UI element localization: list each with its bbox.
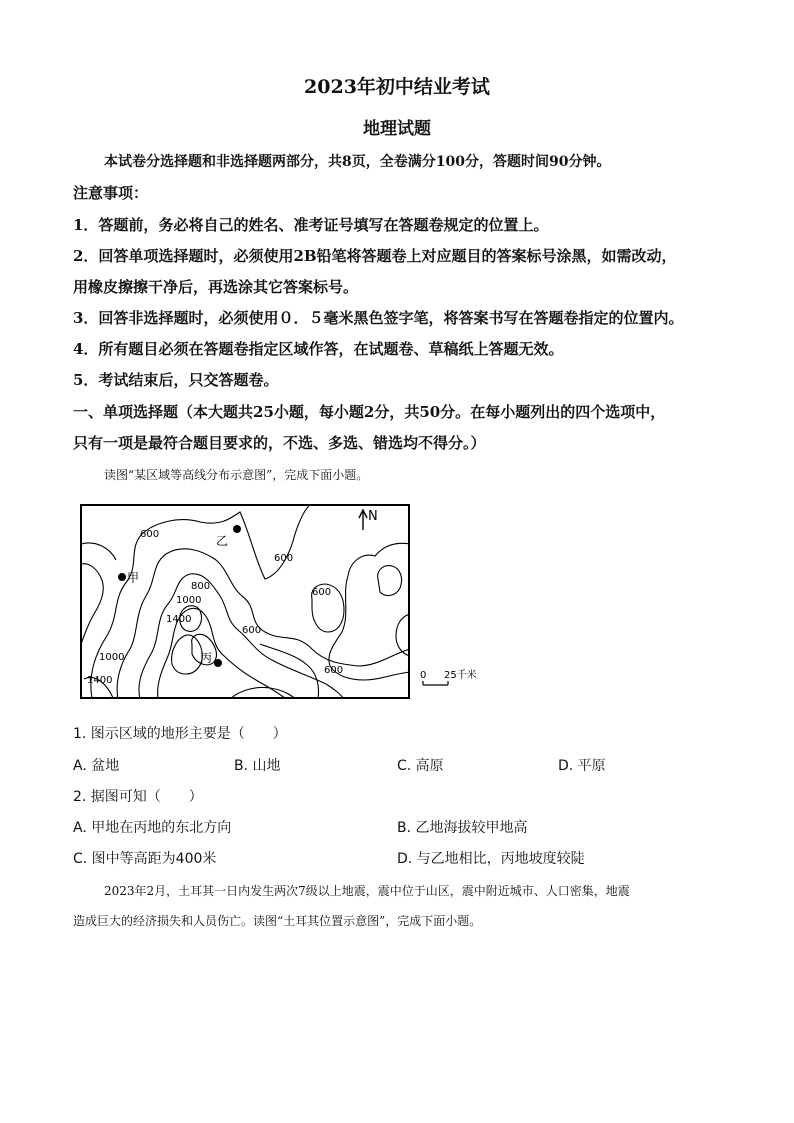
- map-intro: 读图“某区域等高线分布示意图”，完成下面小题。: [104, 468, 369, 482]
- question-2-option-b[interactable]: B. 乙地海拔较甲地高: [397, 820, 528, 836]
- passage-line: 2023年2月，土耳其一日内发生两次7级以上地震，震中位于山区，震中附近城市、人口密集，地震: [104, 884, 630, 898]
- notice-item: 2．回答单项选择题时，必须使用2B铅笔将答题卷上对应题目的答案标号涂黑，如需改动，: [73, 247, 677, 265]
- contour-map: [80, 504, 410, 699]
- question-2-option-d[interactable]: D. 与乙地相比，丙地坡度较陡: [397, 851, 585, 867]
- north-label: N: [368, 509, 378, 524]
- label-bing: 丙: [200, 651, 213, 665]
- question-1-option-c[interactable]: C. 高原: [397, 758, 444, 774]
- contour-label: 1000: [99, 652, 125, 663]
- question-1-stem: 1. 图示区域的地形主要是（ ）: [73, 726, 287, 742]
- notice-heading: 注意事项：: [73, 184, 149, 202]
- notice-item: 3．回答非选择题时，必须使用０．５毫米黑色签字笔，将答案书写在答题卷指定的位置内。: [73, 309, 684, 327]
- exam-title: 2023年初中结业考试: [304, 76, 490, 98]
- notice-item: 用橡皮擦擦干净后，再选涂其它答案标号。: [73, 278, 359, 296]
- contour-label: 800: [191, 581, 211, 592]
- contour-label: 600: [274, 553, 294, 564]
- point-bing: [214, 659, 222, 667]
- contour-label: 600: [324, 665, 344, 676]
- contour-label: 600: [242, 625, 262, 636]
- map-frame: [81, 505, 409, 698]
- exam-intro: 本试卷分选择题和非选择题两部分，共8页，全卷满分100分，答题时间90分钟。: [104, 154, 611, 170]
- section-heading-cont: 只有一项是最符合题目要求的，不选、多选、错选均不得分。）: [73, 434, 486, 452]
- question-1-option-a[interactable]: A. 盆地: [73, 758, 120, 774]
- exam-subtitle: 地理试题: [363, 119, 431, 139]
- question-1-option-d[interactable]: D. 平原: [558, 758, 606, 774]
- question-1-option-b[interactable]: B. 山地: [234, 758, 281, 774]
- scale-bar: [418, 666, 490, 688]
- question-2-stem: 2. 据图可知（ ）: [73, 789, 203, 805]
- label-jia: 甲: [127, 571, 140, 585]
- question-2-option-a[interactable]: A. 甲地在丙地的东北方向: [73, 820, 232, 836]
- contour-label: 600: [140, 529, 160, 540]
- label-yi: 乙: [216, 534, 229, 548]
- notice-item: 4．所有题目必须在答题卷指定区域作答，在试题卷、草稿纸上答题无效。: [73, 340, 564, 358]
- contour-label: 1400: [166, 614, 192, 625]
- contour-label: 1400: [87, 675, 113, 686]
- contour-label: 1000: [176, 595, 202, 606]
- notice-item: 5．考试结束后，只交答题卷。: [73, 371, 279, 389]
- notice-item: 1．答题前，务必将自己的姓名、准考证号填写在答题卷规定的位置上。: [73, 216, 549, 234]
- passage-line: 造成巨大的经济损失和人员伤亡。读图“土耳其位置示意图”，完成下面小题。: [73, 914, 482, 928]
- point-jia: [118, 573, 126, 581]
- contour-label: 600: [312, 587, 332, 598]
- scale-label: 25千米: [444, 670, 477, 681]
- question-2-option-c[interactable]: C. 图中等高距为400米: [73, 851, 217, 867]
- section-heading: 一、单项选择题（本大题共25小题，每小题2分，共50分。在每小题列出的四个选项中，: [73, 403, 666, 421]
- point-yi: [233, 525, 241, 533]
- scale-zero: 0: [420, 670, 427, 681]
